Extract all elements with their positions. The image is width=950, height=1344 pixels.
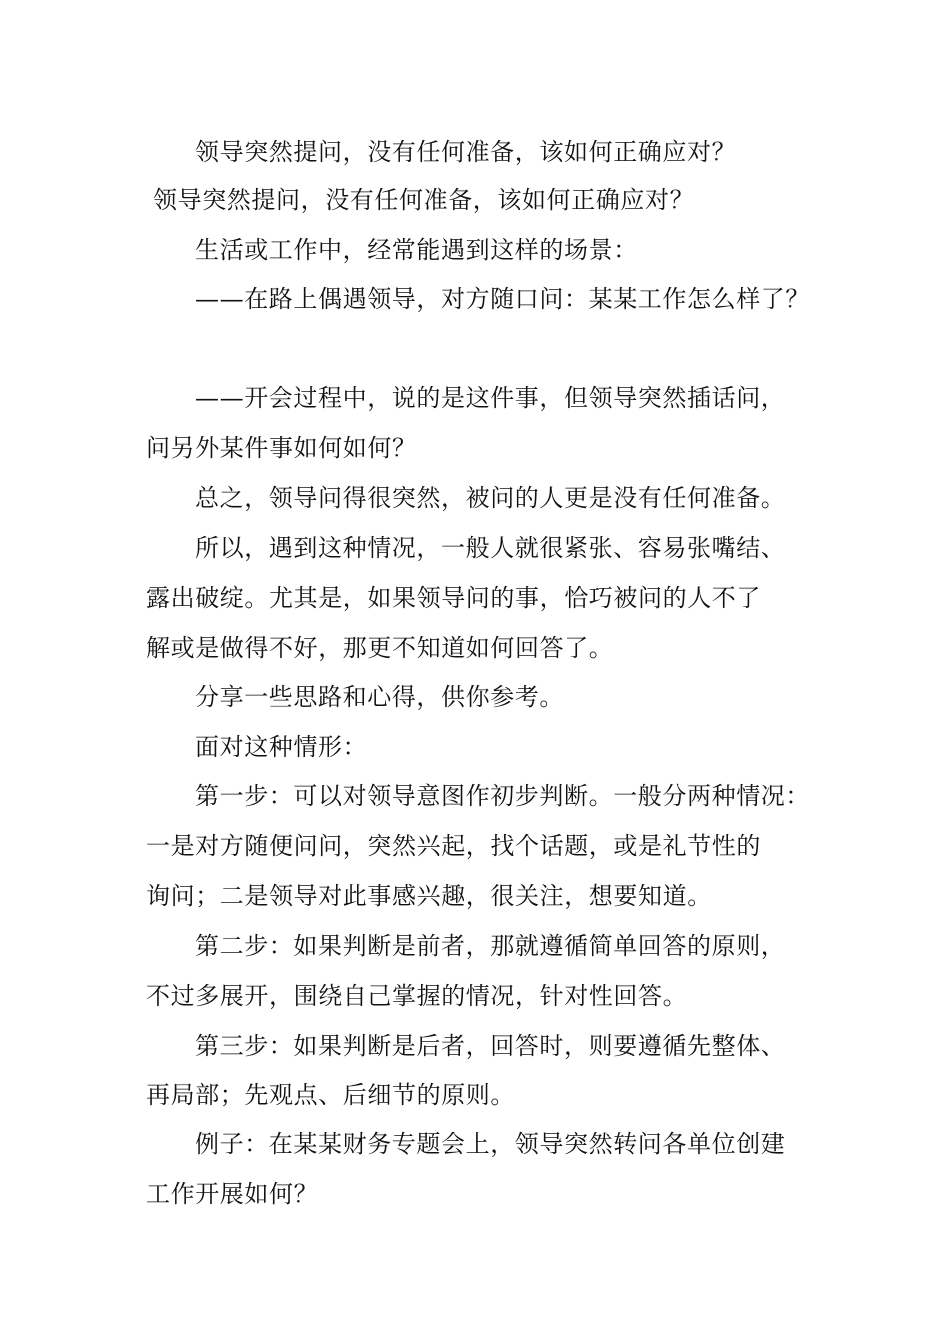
paragraph-line: 总之，领导问得很突然，被问的人更是没有任何准备。	[195, 484, 786, 512]
paragraph-line: 一是对方随便问问，突然兴起，找个话题，或是礼节性的	[146, 832, 761, 860]
paragraph-line: 例子：在某某财务专题会上，领导突然转问各单位创建	[195, 1130, 786, 1158]
paragraph-line: 工作开展如何？	[146, 1180, 319, 1208]
paragraph-line: 生活或工作中，经常能遇到这样的场景：	[195, 236, 638, 264]
paragraph-line: 问另外某件事如何如何？	[146, 434, 417, 462]
paragraph-line: 解或是做得不好，那更不知道如何回答了。	[146, 634, 614, 662]
paragraph-line: 再局部；先观点、后细节的原则。	[146, 1081, 515, 1109]
paragraph-line: ——开会过程中，说的是这件事，但领导突然插话问，	[195, 384, 786, 412]
paragraph-line: 所以，遇到这种情况，一般人就很紧张、容易张嘴结、	[195, 534, 786, 562]
paragraph-line: 分享一些思路和心得，供你参考。	[195, 683, 564, 711]
paragraph-line: 不过多展开，围绕自己掌握的情况，针对性回答。	[146, 982, 688, 1010]
paragraph-line: 第一步：可以对领导意图作初步判断。一般分两种情况：	[195, 782, 810, 810]
paragraph-line: 询问；二是领导对此事感兴趣，很关注，想要知道。	[146, 882, 712, 910]
paragraph-line: ——在路上偶遇领导，对方随口问：某某工作怎么样了？	[195, 285, 810, 313]
paragraph-line: 露出破绽。尤其是，如果领导问的事，恰巧被问的人不了	[146, 584, 761, 612]
document-title: 领导突然提问，没有任何准备，该如何正确应对？	[195, 138, 737, 166]
document-subtitle: 领导突然提问，没有任何准备，该如何正确应对？	[153, 186, 695, 214]
paragraph-line: 第二步：如果判断是前者，那就遵循简单回答的原则，	[195, 932, 786, 960]
paragraph-line: 面对这种情形：	[195, 733, 368, 761]
paragraph-line: 第三步：如果判断是后者，回答时，则要遵循先整体、	[195, 1032, 786, 1060]
